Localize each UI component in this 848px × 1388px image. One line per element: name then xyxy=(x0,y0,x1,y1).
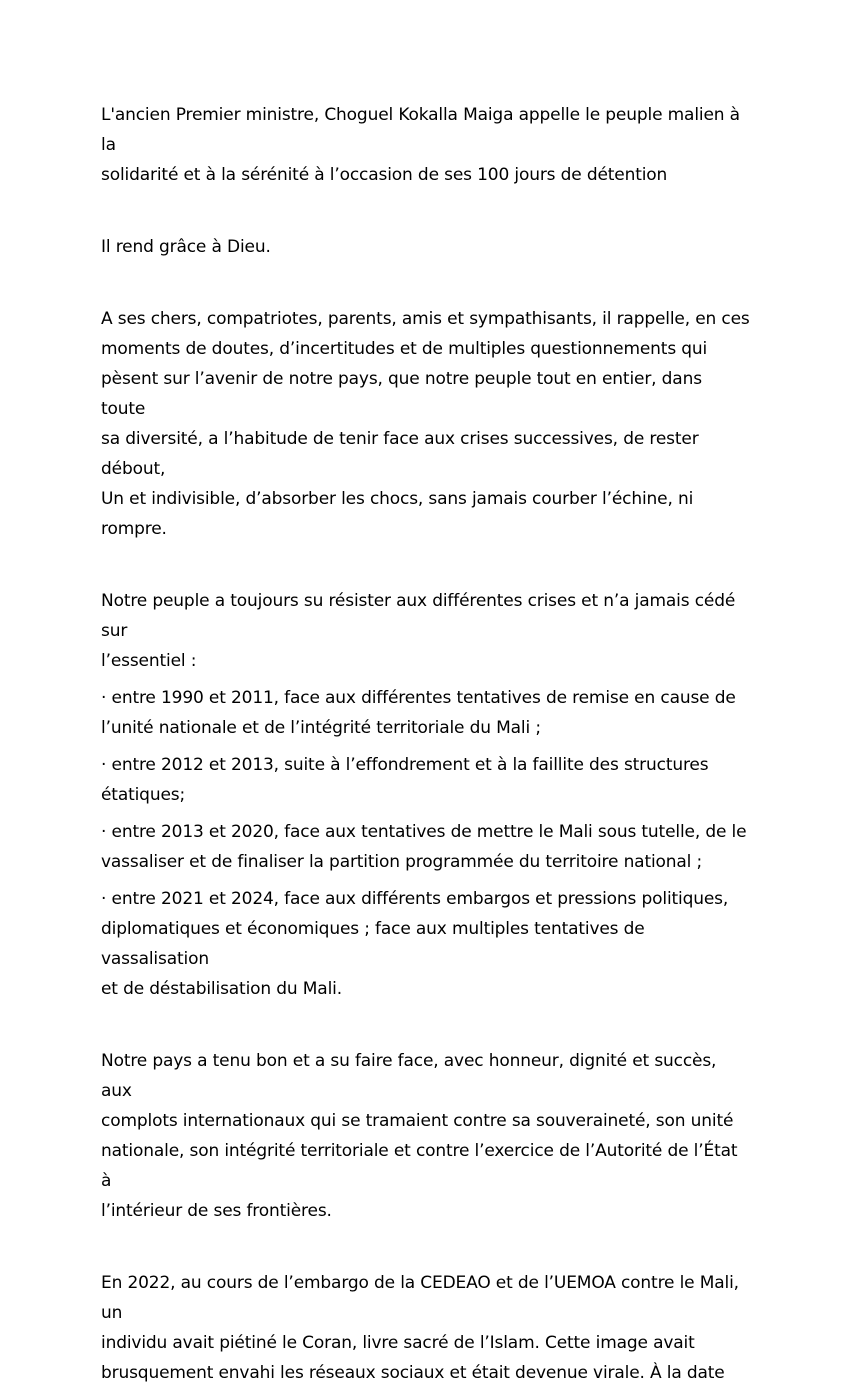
spacer xyxy=(101,262,751,304)
spacer xyxy=(101,190,751,232)
paragraph-resistance: Notre peuple a toujours su résister aux différentes crises et n’a jamais cédé sur l’essentiel : xyxy=(101,591,736,671)
document-page xyxy=(101,100,751,1388)
spacer xyxy=(101,1004,751,1046)
spacer xyxy=(101,877,751,884)
spacer xyxy=(101,544,751,586)
bullet-item: · entre 2013 et 2020, face aux tentatives de mettre le Mali sous tutelle, de le vassaliser et de finaliser la partition programmée du territoire national ; xyxy=(101,822,747,872)
paragraph-sovereignty: Notre pays a tenu bon et a su faire face, avec honneur, dignité et succès, aux complots internationaux qui se tramaient contre sa souveraineté, son unité nationale, son intégrité territoriale et contre l’exercice de l’Autorité de l’État à l’intérieur de ses frontières. xyxy=(101,1051,738,1221)
bullet-item: · entre 2012 et 2013, suite à l’effondrement et à la faillite des structures étatiques; xyxy=(101,755,709,805)
spacer xyxy=(101,676,751,683)
bullet-item: · entre 2021 et 2024, face aux différents embargos et pressions politiques, diplomatiques et économiques ; face aux multiples tentatives de vassalisation et de déstabilisation du Mali. xyxy=(101,889,729,999)
paragraph-2022: En 2022, au cours de l’embargo de la CEDEAO et de l’UEMOA contre le Mali, un individu avait piétiné le Coran, livre sacré de l’Islam. Cette image avait brusquement envahi les réseaux sociaux et était devenue virale. À la date xyxy=(101,1273,739,1383)
paragraph-appeal: A ses chers, compatriotes, parents, amis et sympathisants, il rappelle, en ces moments de doutes, d’incertitudes et de multiples questionnements qui pèsent sur l’avenir de notre pays, que notre peuple tout en entier, dans toute sa diversité, a l’habitude de tenir face aux crises successives, de rester débout, Un et indivisible, d’absorber les chocs, sans jamais courber l’échine, ni rompre. xyxy=(101,309,750,539)
spacer xyxy=(101,1226,751,1268)
spacer xyxy=(101,743,751,750)
document-title: L'ancien Premier ministre, Choguel Kokalla Maiga appelle le peuple malien à la solidarité et à la sérénité à l’occasion de ses 100 jours de détention xyxy=(101,105,740,185)
spacer xyxy=(101,810,751,817)
bullet-item: · entre 1990 et 2011, face aux différentes tentatives de remise en cause de l’unité nationale et de l’intégrité territoriale du Mali ; xyxy=(101,688,736,738)
paragraph-thanks: Il rend grâce à Dieu. xyxy=(101,237,271,257)
